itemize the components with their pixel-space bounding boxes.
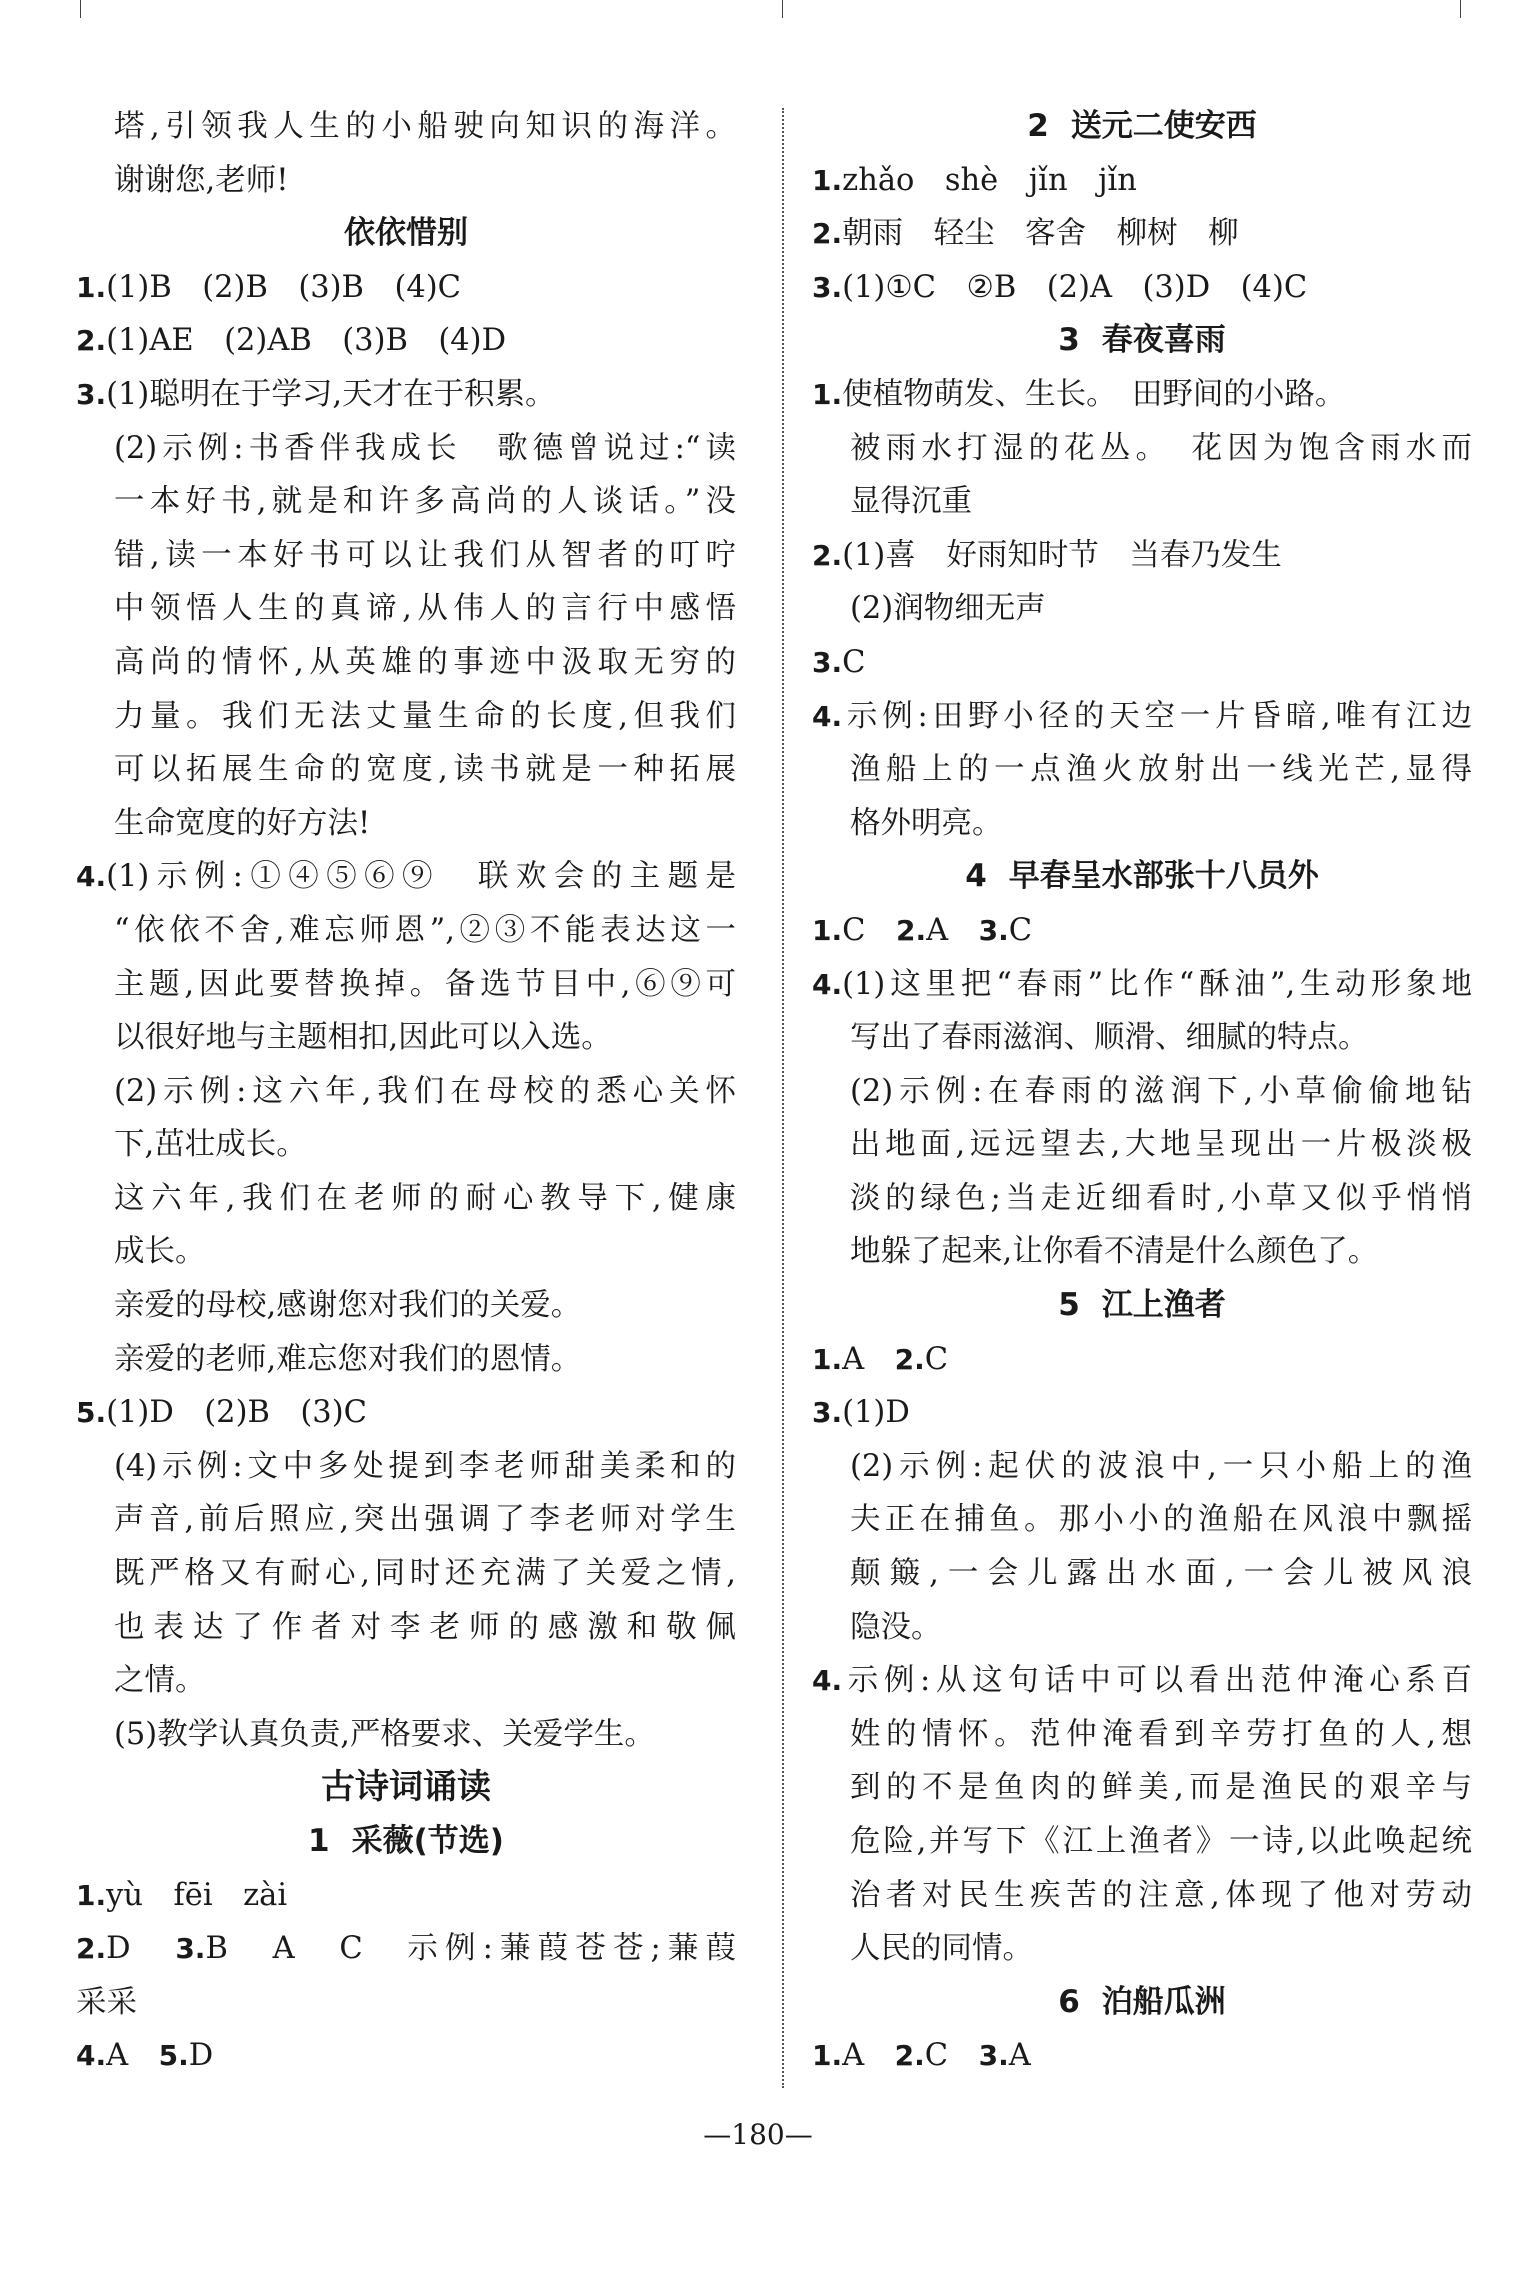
question-number: 3.	[812, 270, 843, 304]
question-number: 3.	[812, 1396, 843, 1430]
text-line: 力量。我们无法丈量生命的长度,但我们	[114, 698, 736, 734]
question-number: 2.	[894, 1342, 925, 1376]
answer-text: (1)喜 好雨知时节 当春乃发生	[842, 537, 1282, 573]
text-line: 谢谢您,老师!	[114, 162, 289, 198]
text-line: 高尚的情怀,从英雄的事迹中汲取无穷的	[114, 644, 736, 680]
question-number: 1.	[812, 913, 843, 947]
text-line: 危险,并写下《江上渔者》一诗,以此唤起统	[850, 1824, 1472, 1859]
answer-q3	[76, 368, 736, 422]
text-line: 写出了春雨滋润、顺滑、细腻的特点。	[850, 1020, 1369, 1056]
text-line: 采采	[76, 1984, 137, 2020]
answer-text: (1)D (2)B (3)C	[106, 1395, 367, 1431]
question-number: 1.	[812, 377, 843, 411]
answer-text: (1)①C ②B (2)A (3)D (4)C	[842, 269, 1308, 305]
answer-text: yù fēi zài	[106, 1877, 288, 1913]
question-number: 4.	[76, 2039, 107, 2073]
section-title	[812, 1976, 1472, 2030]
answer-text: (1)示例:①④⑤⑥⑨ 联欢会的主题是	[106, 859, 736, 895]
answer-q3	[812, 261, 1472, 315]
subsection-name: 采薇(节选)	[351, 1823, 504, 1859]
text-line: 被雨水打湿的花丛。 花因为饱含雨水而	[850, 430, 1472, 466]
answer-text: 示例:从这句话中可以看出范仲淹心系百	[842, 1663, 1472, 1699]
crop-mark	[782, 0, 783, 18]
section-number: 5	[1058, 1287, 1080, 1324]
text-line: 既严格又有耐心,同时还充满了关爱之情,	[114, 1556, 736, 1592]
page-number: —180—	[703, 2118, 813, 2151]
answer-q1	[812, 368, 1472, 422]
answer-text: C	[924, 2038, 979, 2074]
answer-q1-q2	[812, 1333, 1472, 1387]
section-title	[812, 100, 1472, 154]
text-line: 格外明亮。	[850, 805, 1003, 841]
question-number: 5.	[158, 2039, 189, 2073]
answer-text: (1)B (2)B (3)B (4)C	[106, 269, 462, 305]
answer-q1-q3	[812, 2029, 1472, 2083]
text-line: 以很好地与主题相扣,因此可以入选。	[114, 1020, 612, 1056]
question-number: 3.	[175, 1932, 206, 1966]
text-line: 亲爱的母校,感谢您对我们的关爱。	[114, 1288, 582, 1324]
section-name: 早春呈水部张十八员外	[1008, 858, 1319, 895]
answer-text: A	[842, 2038, 895, 2074]
text-line: 这六年,我们在老师的耐心教导下,健康	[114, 1180, 736, 1216]
left-column	[76, 100, 736, 2083]
text-line: 也表达了作者对李老师的感激和敬佩	[114, 1609, 736, 1645]
section-name: 江上渔者	[1101, 1287, 1226, 1324]
question-number: 1.	[812, 2039, 843, 2073]
right-column	[812, 100, 1472, 2083]
question-number: 3.	[76, 377, 107, 411]
text-line: 渔船上的一点渔火放射出一线光芒,显得	[850, 752, 1472, 788]
answer-q4	[812, 958, 1472, 1012]
text-line: 声音,前后照应,突出强调了李老师对学生	[114, 1502, 736, 1538]
answer-q2-q3	[76, 1922, 736, 1976]
section-number: 3	[1058, 322, 1080, 359]
text-line: 成长。	[114, 1234, 206, 1270]
crop-mark	[80, 0, 81, 18]
question-number: 1.	[76, 1878, 107, 1912]
text-line: 到的不是鱼肉的鲜美,而是渔民的艰辛与	[850, 1770, 1472, 1806]
answer-q5	[76, 1386, 736, 1440]
question-number: 2.	[812, 217, 843, 251]
section-title	[812, 314, 1472, 368]
question-number: 1.	[812, 1342, 843, 1376]
answer-text: D	[188, 2038, 214, 2074]
text-line: 夫正在捕鱼。那小小的渔船在风浪中飘摇	[850, 1502, 1472, 1538]
answer-q1-q3	[812, 904, 1472, 958]
question-number: 4.	[76, 860, 107, 894]
question-number: 4.	[812, 699, 843, 733]
text-line: 亲爱的老师,难忘您对我们的恩情。	[114, 1341, 582, 1377]
subsection-title	[76, 1815, 736, 1869]
text-line: (2)示例:起伏的波浪中,一只小船上的渔	[850, 1448, 1472, 1484]
section-name: 泊船瓜洲	[1101, 1983, 1226, 2020]
question-number: 2.	[895, 913, 927, 947]
text-line: 显得沉重	[850, 484, 972, 520]
text-line: 地躲了起来,让你看不清是什么颜色了。	[850, 1234, 1379, 1270]
answer-text: (1)D	[842, 1395, 910, 1431]
text-line: (2)润物细无声	[850, 591, 1046, 627]
answer-text: zhǎo shè jǐn jǐn	[842, 162, 1137, 198]
answer-text: C	[1008, 912, 1033, 948]
question-number: 2.	[812, 538, 843, 572]
text-line: 治者对民生疾苦的注意,体现了他对劳动	[850, 1877, 1472, 1913]
text-line: 姓的情怀。范仲淹看到辛劳打鱼的人,想	[850, 1716, 1472, 1752]
answer-text: (1)这里把“春雨”比作“酥油”,生动形象地	[842, 966, 1472, 1002]
answer-text: A	[842, 1341, 895, 1377]
section-name: 送元二使安西	[1070, 108, 1257, 144]
answer-text: D	[106, 1931, 176, 1967]
answer-text: A	[106, 2038, 159, 2074]
answer-q3	[812, 636, 1472, 690]
answer-q2	[812, 207, 1472, 261]
question-number: 5.	[76, 1396, 107, 1430]
section-number: 6	[1058, 1983, 1080, 2020]
text-line: 下,茁壮成长。	[114, 1127, 307, 1163]
text-line: (2)示例:书香伴我成长 歌德曾说过:“读	[114, 430, 736, 466]
section-title: 依依惜别	[344, 215, 468, 252]
answer-q2	[76, 314, 736, 368]
answer-text: (1)聪明在于学习,天才在于积累。	[106, 376, 556, 412]
answer-q1	[76, 1869, 736, 1923]
text-line: 中领悟人生的真谛,从伟人的言行中感悟	[114, 591, 736, 627]
answer-q4	[812, 1654, 1472, 1708]
question-number: 2.	[76, 1932, 107, 1966]
text-line: 塔,引领我人生的小船驶向知识的海洋。	[114, 109, 736, 144]
text-line: 淡的绿色;当走近细看时,小草又似乎悄悄	[850, 1180, 1472, 1216]
text-line: (4)示例:文中多处提到李老师甜美柔和的	[114, 1448, 736, 1484]
column-divider	[782, 108, 784, 2088]
text-line: 人民的同情。	[850, 1931, 1033, 1967]
answer-text: 使植物萌发、生长。 田野间的小路。	[842, 376, 1346, 412]
answer-text: C	[842, 644, 866, 680]
text-line: 隐没。	[850, 1609, 942, 1645]
answer-q4-q5	[76, 2029, 736, 2083]
question-number: 1.	[812, 163, 843, 197]
answer-q4	[812, 690, 1472, 744]
text-line: 颠簸,一会儿露出水面,一会儿被风浪	[850, 1556, 1472, 1592]
question-number: 2.	[76, 324, 107, 358]
section-title	[812, 1279, 1472, 1333]
text-line: (2)示例:在春雨的滋润下,小草偷偷地钻	[850, 1073, 1472, 1109]
text-line: (5)教学认真负责,严格要求、关爱学生。	[114, 1716, 655, 1752]
section-name: 春夜喜雨	[1101, 322, 1226, 359]
answer-q1	[76, 261, 736, 315]
text-line: 一本好书,就是和许多高尚的人谈话。”没	[114, 484, 736, 520]
answer-text: C	[924, 1341, 949, 1377]
text-line: 错,读一本好书可以让我们从智者的叮咛	[114, 537, 736, 573]
question-number: 4.	[812, 967, 843, 1001]
text-line: 生命宽度的好方法!	[114, 805, 371, 841]
question-number: 3.	[978, 2039, 1009, 2073]
answer-text: B A C 示例:蒹葭苍苍;蒹葭	[205, 1931, 736, 1967]
answer-text: A	[926, 912, 979, 948]
text-line: 主题,因此要替换掉。备选节目中,⑥⑨可	[114, 966, 736, 1002]
answer-text: (1)AE (2)AB (3)B (4)D	[106, 323, 507, 359]
answer-q3	[812, 1386, 1472, 1440]
answer-text: 示例:田野小径的天空一片昏暗,唯有江边	[842, 698, 1472, 734]
answer-text: C	[842, 912, 896, 948]
text-line: 可以拓展生命的宽度,读书就是一种拓展	[114, 752, 736, 788]
text-line: (2)示例:这六年,我们在母校的悉心关怀	[114, 1073, 736, 1109]
subsection-number: 1	[308, 1823, 330, 1859]
question-number: 3.	[812, 645, 843, 679]
answer-q4	[76, 850, 736, 904]
answer-q2	[812, 529, 1472, 583]
answer-text: 朝雨 轻尘 客舍 柳树 柳	[842, 216, 1239, 252]
text-line: “依依不舍,难忘师恩”,②③不能表达这一	[114, 912, 736, 948]
question-number: 3.	[978, 913, 1009, 947]
answer-q1	[812, 154, 1472, 208]
question-number: 4.	[812, 1664, 843, 1698]
question-number: 1.	[76, 270, 107, 304]
answer-text: A	[1008, 2038, 1031, 2074]
section-number: 2	[1027, 108, 1049, 144]
question-number: 2.	[894, 2039, 925, 2073]
text-line: 之情。	[114, 1663, 206, 1699]
crop-mark	[1460, 0, 1461, 18]
section-title: 古诗词诵读	[321, 1767, 491, 1808]
section-title	[812, 850, 1472, 904]
section-number: 4	[965, 858, 987, 895]
text-line: 出地面,远远望去,大地呈现出一片极淡极	[850, 1127, 1472, 1163]
